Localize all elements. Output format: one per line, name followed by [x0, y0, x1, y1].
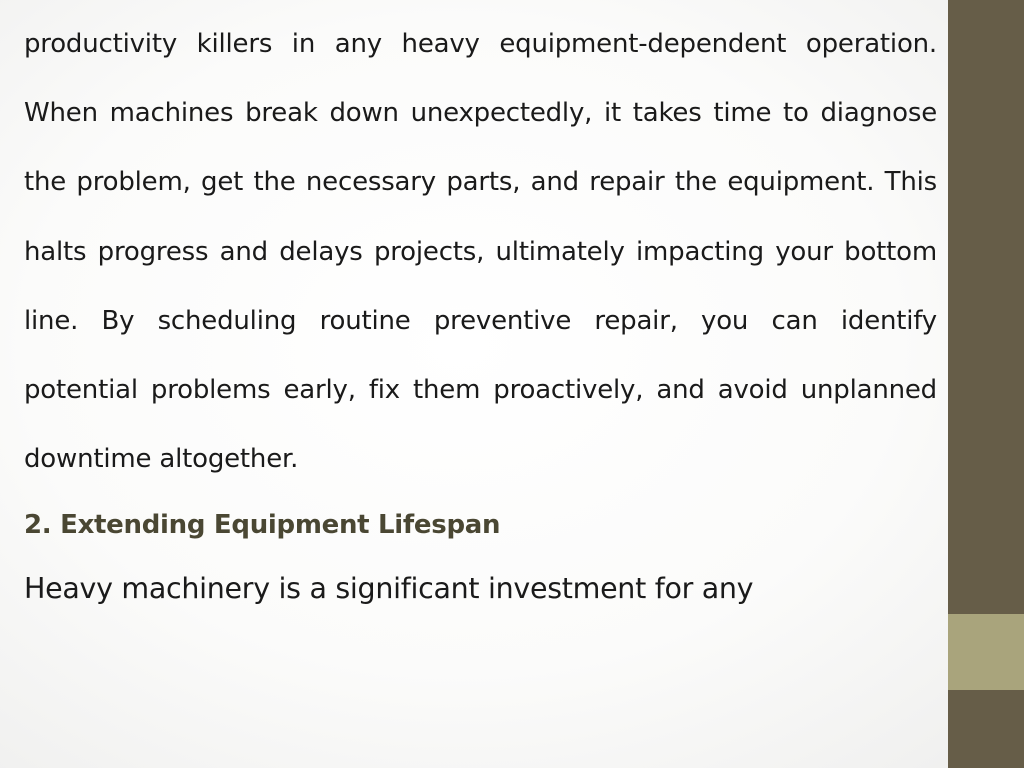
next-paragraph: Heavy machinery is a significant investment for any: [24, 572, 754, 606]
body-paragraph: productivity killers in any heavy equipment-dependent operation. When machines break down unexpectedly, it takes time to diagnose the problem, get the necessary parts, and repair the equipment. This halts progress and delays projects, ultimately impacting your bottom line. By scheduling routine preventive repair, you can identify potential problems early, fix them proactively, and avoid unplanned downtime altogether.: [24, 29, 937, 475]
sidebar-accent-block: [948, 614, 1024, 690]
decorative-sidebar: [948, 0, 1024, 768]
slide-content: [24, 10, 937, 613]
section-heading: 2. Extending Equipment Lifespan: [24, 510, 501, 541]
